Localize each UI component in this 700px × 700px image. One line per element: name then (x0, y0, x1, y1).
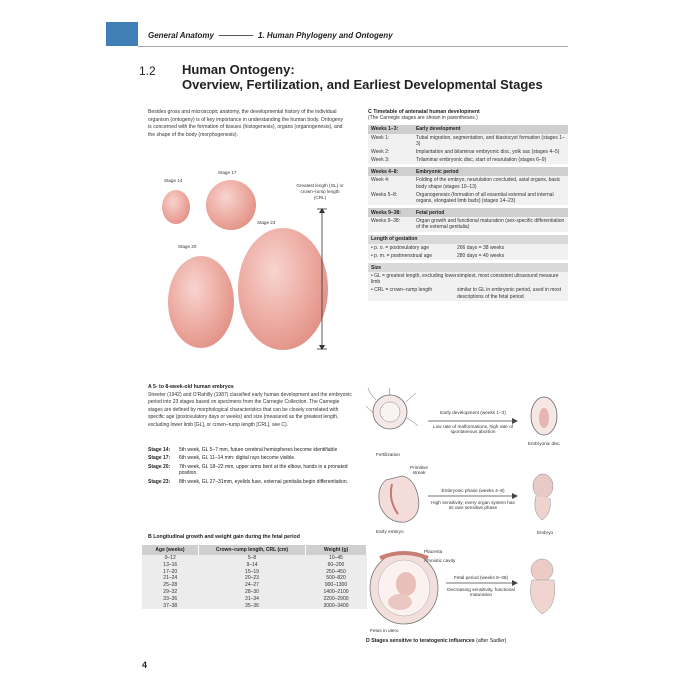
cell-crl: 5–8 (247, 555, 257, 561)
stage-desc: 6th week, GL 11–14 mm: digital rays become visible. (179, 455, 296, 462)
timetable-key: Week 3: (371, 157, 390, 164)
band-fetal-label: Fetal period (416, 209, 445, 216)
label-early-embryo: Early embryo (376, 529, 404, 534)
cell-age: 17–20 (163, 568, 178, 575)
label-early-development: Early development (weeks 1–3) (440, 410, 506, 415)
figure-d-caption-source: (after Sadler) (476, 638, 507, 644)
table-row (142, 603, 367, 610)
table-row (142, 562, 367, 569)
cell-crl: 15–19 (245, 568, 259, 575)
arrow-head-fetal (512, 580, 518, 586)
section-number: 1.2 (139, 64, 156, 78)
cell-weight: 500–820 (326, 575, 346, 582)
growth-table (142, 545, 367, 609)
timetable-key: Week 2: (371, 149, 390, 155)
cell-age: 13–16 (163, 561, 178, 568)
cell-weight: 900–1300 (324, 582, 348, 589)
stage-row (148, 455, 353, 461)
embryo-stage-17-image (206, 180, 256, 230)
cell-age: 33–36 (163, 595, 178, 602)
stage-row (148, 464, 353, 477)
size-row-term: • CRL = crown–rump length (371, 287, 433, 294)
label-stage-20: Stage 20 (178, 244, 197, 249)
cell-weight: 1400–2100 (323, 588, 349, 595)
gestation-row-term: • p. m. = postmenstrual age (371, 252, 433, 259)
section-name: 1. Human Phylogeny and Ontogeny (257, 31, 393, 40)
page-title (182, 62, 562, 92)
table-row (142, 575, 367, 582)
size-row (368, 286, 568, 300)
label-stage-17: Stage 17 (218, 170, 237, 175)
early-embryo-image (379, 476, 419, 522)
label-embryonic-disc: Embryonic disc (528, 441, 560, 446)
size-row-value: similar to GL in embryonic period, used in most descriptions of the fetal period (457, 287, 562, 300)
embryo-stage-20-image (168, 256, 234, 348)
label-embryo: Embryo (537, 530, 554, 535)
label-placenta: Placenta (424, 549, 443, 554)
figure-a-caption-text: Streeter (1942) and O'Rahilly (1987) classified early human development and the embryonic period into 23 stages based on specimens from the Carnegie Collection. The Carnegie stages are defined by morphological characteristics that can be closely correlated with specific age (postovulatory days or weeks) and size (measured as the greatest length, excluding lower limb [GL], or crown–rump length [CRL], see C). (148, 392, 352, 428)
fertilization-cell-image (366, 388, 418, 429)
embryonic-rows (368, 176, 568, 205)
cell-weight: 3000–3400 (323, 602, 349, 609)
timetable-key: Week 4: (371, 177, 390, 184)
fetus-image (530, 559, 554, 614)
gestation-heading: Length of gestation (368, 235, 568, 244)
band-early-key: Weeks 1–3: (371, 126, 399, 133)
band-embryonic-key: Weeks 4–8: (371, 168, 399, 175)
timetable-row (368, 176, 568, 190)
growth-table-header-row (142, 545, 367, 555)
timetable (368, 109, 568, 301)
band-embryonic-period (368, 167, 568, 176)
embryo-stage-23-image (238, 228, 328, 350)
stage-desc: 5th week, GL 5–7 mm, future cerebral hemispheres become identifiable (179, 447, 338, 453)
figure-c-caption-title: C Timetable of antenatal human development (368, 109, 480, 115)
stage-key: Stage 17: (148, 455, 171, 462)
cell-age: 25–28 (163, 582, 178, 589)
cell-age: 29–32 (163, 588, 178, 595)
stage-desc: 8th week, GL 27–31mm, eyelids fuse, external genitalia begin differentiation. (179, 478, 348, 485)
timetable-desc: Organogenesis (formation of all essential external and internal organs, elongated limb buds) (stages 14–23) (416, 191, 554, 205)
cell-crl: 20–23 (245, 575, 259, 582)
col-crl: Crown–rump length, CRL (cm) (199, 545, 306, 555)
col-age: Age (weeks) (142, 545, 199, 555)
growth-table-wrap (142, 545, 367, 609)
label-fetus-in-utero: Fetus in utero (370, 628, 399, 633)
band-early-development (368, 125, 568, 134)
note-fetal-period: Decreasing sensitivity, functional maturation (447, 587, 515, 597)
cell-age: 9–12 (164, 555, 176, 561)
figure-a-caption-title: A 5- to 8-week-old human embryos (148, 384, 234, 390)
note-early-development: Low rate of malformations, high rate of spontaneous abortion (433, 424, 513, 434)
timetable-row (368, 217, 568, 231)
running-header (148, 31, 393, 40)
stage-desc: 7th week, GL 18–22 mm, upper arms bent at the elbow, hands in a pronated position. (179, 463, 348, 477)
label-greatest-length: Greatest length (GL) or crown–rump length (CRL) (296, 183, 344, 200)
cell-age: 21–24 (163, 575, 178, 582)
intro-paragraph: Besides gross and microscopic anatomy, the developmental history of the individual organism (ontogeny) is of key importance in understanding the human body. Ontogeny is concerned with the formation of tissues (histogenesis), organs (organogenesis), and the shape of the body (morphogenesis). (148, 109, 343, 138)
note-embryonic-phase: High sensitivity; every organ system has its own sensitive phase (431, 500, 515, 510)
length-measure-arrow (316, 205, 328, 353)
table-row (142, 555, 367, 562)
timetable-desc: Tubal migration, segmentation, and blastocyst formation (stages 1–3) (416, 134, 565, 147)
label-amniotic-cavity: Amniotic cavity (424, 558, 456, 563)
timetable-row (368, 156, 568, 164)
timetable-key: Weeks 5–8: (371, 191, 398, 198)
table-row (142, 589, 367, 596)
stage-row (148, 447, 353, 453)
gestation-row-value: 266 days = 38 weeks (457, 244, 505, 251)
figure-b-caption: B Longitudinal growth and weight gain during the fetal period (148, 534, 300, 540)
stage-key: Stage 14: (148, 447, 171, 453)
cell-crl: 24–27 (245, 582, 259, 589)
band-early-label: Early development (416, 126, 461, 133)
cell-crl: 35–36 (245, 602, 259, 609)
table-row (142, 582, 367, 589)
label-stage-14: Stage 14 (164, 178, 183, 183)
timetable-desc: Organ growth and functional maturation (sex-specific differentiation of the external genitalia) (416, 218, 565, 231)
title-line-2: Overview, Fertilization, and Earliest Developmental Stages (182, 77, 543, 92)
embryo-stage-14-image (162, 190, 190, 224)
header-rule (219, 35, 253, 36)
early-rows (368, 134, 568, 165)
cell-age: 37–38 (163, 602, 178, 609)
figure-d-caption-title: D Stages sensitive to teratogenic influences (366, 638, 475, 644)
embryonic-disc-image (531, 397, 557, 435)
cell-weight: 60–200 (327, 561, 345, 568)
title-line-1: Human Ontogeny: (182, 62, 295, 77)
arrow-head-embryonic (512, 493, 518, 499)
stage-key: Stage 20: (148, 463, 171, 470)
cell-crl: 31–34 (245, 595, 259, 602)
size-row (368, 272, 568, 286)
timetable-desc: Folding of the embryo, neurulation concluded, axial organs, basic body shape (stages 10–13) (416, 177, 561, 190)
label-fertilization: Fertilization (376, 452, 400, 457)
fetal-rows (368, 217, 568, 231)
label-stage-23: Stage 23 (257, 220, 276, 225)
cell-crl: 28–30 (245, 588, 259, 595)
cell-crl: 9–14 (246, 561, 258, 568)
gestation-row (368, 244, 568, 252)
timetable-row (368, 148, 568, 156)
stage-key: Stage 23: (148, 478, 171, 485)
gestation-row-term: • p. o. = postovulatory age (371, 244, 430, 251)
chapter-name: General Anatomy (148, 31, 214, 40)
figure-c-caption-sub: (The Carnegie stages are shown in parentheses.) (368, 115, 478, 121)
band-fetal-key: Weeks 9–38: (371, 209, 401, 216)
size-rows (368, 272, 568, 301)
timetable-desc: Trilaminar embryonic disc, start of neurulation (stages 6–9) (416, 157, 547, 164)
size-row-value: simplest, most consistent ultrasound measure (457, 273, 559, 280)
gestation-row (368, 252, 568, 260)
band-fetal-period (368, 208, 568, 217)
timetable-desc: Implantation and bilaminar embryonic disc, yolk sac (stages 4–5) (416, 149, 560, 155)
size-row-term: • GL = greatest length, excluding lower limb (371, 273, 457, 286)
table-row (142, 596, 367, 603)
chapter-color-tab (106, 22, 138, 46)
label-embryonic-phase: Embryonic phase (weeks 4–8) (441, 488, 505, 493)
band-embryonic-label: Embryonic period (416, 168, 459, 175)
cell-weight: 2200–2900 (323, 595, 349, 602)
figure-d-caption (366, 638, 506, 644)
embryo-image (533, 474, 553, 520)
gestation-rows (368, 244, 568, 260)
cell-weight: 250–450 (326, 568, 346, 575)
growth-table-body (142, 555, 367, 609)
gestation-row-value: 280 days = 40 weeks (457, 252, 505, 259)
col-weight: Weight (g) (306, 545, 367, 555)
timetable-row (368, 191, 568, 205)
header-divider (138, 46, 568, 47)
stage-list (148, 447, 353, 487)
timetable-key: Week 1: (371, 134, 390, 141)
page-number: 4 (142, 660, 148, 670)
stage-row (148, 479, 353, 485)
label-primitive-streak: Primitive streak (410, 465, 428, 475)
table-row (142, 569, 367, 576)
size-heading: Size (368, 263, 568, 272)
label-fetal-period: Fetal period (weeks 9–38) (453, 575, 509, 580)
cell-weight: 10–45 (329, 555, 343, 561)
timetable-row (368, 134, 568, 148)
timetable-key: Weeks 9–38: (371, 218, 401, 225)
